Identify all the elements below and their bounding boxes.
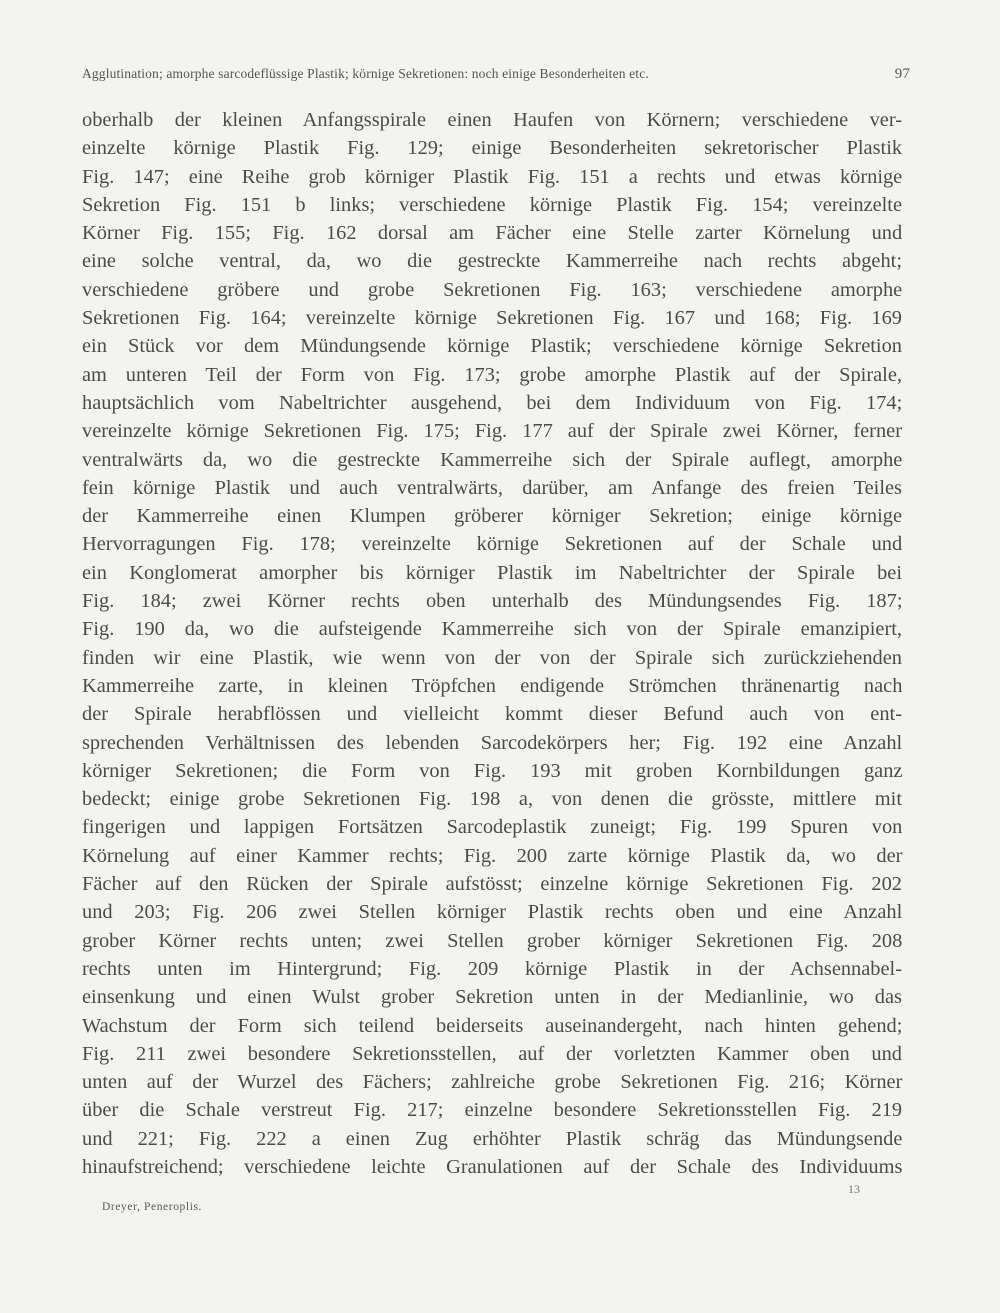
text-line: Hervorragungen Fig. 178; vereinzelte körnige Sekretionen auf der Schale und xyxy=(82,533,903,556)
text-line: über die Schale verstreut Fig. 217; einzelne besondere Sekretionsstellen Fig. 219 xyxy=(82,1099,903,1122)
text-line: Wachstum der Form sich teilend beiderseits auseinandergeht, nach hinten gehend; xyxy=(82,1014,903,1037)
text-line: und 203; Fig. 206 zwei Stellen körniger Plastik rechts oben und eine Anzahl xyxy=(82,901,903,924)
printer-signature-mark: 13 xyxy=(848,1182,860,1196)
text-line: bedeckt; einige grobe Sekretionen Fig. 198 a, von denen die grösste, mittlere mit xyxy=(82,788,902,811)
text-line: Fig. 184; zwei Körner rechts oben unterhalb des Mündungsendes Fig. 187; xyxy=(82,590,903,613)
body-paragraph xyxy=(82,106,902,1181)
text-line: hinaufstreichend; verschiedene leichte Granulationen auf der Schale des Individuums xyxy=(82,1155,903,1178)
text-line: finden wir eine Plastik, wie wenn von der von der Spirale sich zurückziehenden xyxy=(82,646,902,669)
text-line: grober Körner rechts unten; zwei Stellen grober körniger Sekretionen Fig. 208 xyxy=(82,929,903,952)
text-line: verschiedene gröbere und grobe Sekretionen Fig. 163; verschiedene amorphe xyxy=(82,278,903,301)
text-line: ventralwärts da, wo die gestreckte Kammerreihe sich der Spirale auflegt, amorphe xyxy=(82,448,903,471)
text-line: einzelte körnige Plastik Fig. 129; einige Besonderheiten sekretorischer Plastik xyxy=(82,137,903,160)
text-line: ein Stück vor dem Mündungsende körnige Plastik; verschiedene körnige Sekretion xyxy=(82,335,902,358)
text-line: fein körnige Plastik und auch ventralwärts, darüber, am Anfange des freien Teiles xyxy=(82,476,902,499)
text-line: rechts unten im Hintergrund; Fig. 209 körnige Plastik in der Achsennabel- xyxy=(82,957,903,980)
footer-author-work: Dreyer, Peneroplis. xyxy=(102,1201,203,1213)
running-head-title: Agglutination; amorphe sarcodeflüssige Plastik; körnige Sekretionen: noch einige Besonderheiten etc. xyxy=(82,66,649,81)
text-line: Sekretionen Fig. 164; vereinzelte körnige Sekretionen Fig. 167 und 168; Fig. 169 xyxy=(82,307,902,330)
text-line: Fächer auf den Rücken der Spirale aufstösst; einzelne körnige Sekretionen Fig. 202 xyxy=(82,873,902,896)
text-line: Fig. 190 da, wo die aufsteigende Kammerreihe sich von der Spirale emanzipiert, xyxy=(82,618,902,641)
text-line: Sekretion Fig. 151 b links; verschiedene körnige Plastik Fig. 154; vereinzelte xyxy=(82,193,902,216)
text-line: einsenkung und einen Wulst grober Sekretion unten in der Medianlinie, wo das xyxy=(82,986,902,1009)
text-line: fingerigen und lappigen Fortsätzen Sarcodeplastik zuneigt; Fig. 199 Spuren von xyxy=(82,816,903,839)
text-line: Körnelung auf einer Kammer rechts; Fig. 200 zarte körnige Plastik da, wo der xyxy=(82,844,903,867)
text-line: unten auf der Wurzel des Fächers; zahlreiche grobe Sekretionen Fig. 216; Körner xyxy=(82,1071,903,1094)
text-line: am unteren Teil der Form von Fig. 173; grobe amorphe Plastik auf der Spirale, xyxy=(82,363,902,386)
text-line: der Kammerreihe einen Klumpen gröberer körniger Sekretion; einige körnige xyxy=(82,505,903,528)
text-line: Fig. 147; eine Reihe grob körniger Plastik Fig. 151 a rechts und etwas körnige xyxy=(82,165,903,188)
text-line: eine solche ventral, da, wo die gestreckte Kammerreihe nach rechts abgeht; xyxy=(82,250,902,273)
text-line: hauptsächlich vom Nabeltrichter ausgehend, bei dem Individuum von Fig. 174; xyxy=(82,391,903,414)
text-line: ein Konglomerat amorpher bis körniger Plastik im Nabeltrichter der Spirale bei xyxy=(82,561,902,584)
text-line: Kammerreihe zarte, in kleinen Tröpfchen endigende Strömchen thränenartig nach xyxy=(82,674,903,697)
text-line: Körner Fig. 155; Fig. 162 dorsal am Fächer eine Stelle zarter Körnelung und xyxy=(82,222,903,245)
text-line: vereinzelte körnige Sekretionen Fig. 175; Fig. 177 auf der Spirale zwei Körner, ferner xyxy=(82,420,902,443)
text-line: körniger Sekretionen; die Form von Fig. 193 mit groben Kornbildungen ganz xyxy=(82,759,903,782)
text-line: der Spirale herabflössen und vielleicht kommt dieser Befund auch von ent- xyxy=(82,703,902,726)
text-line: oberhalb der kleinen Anfangsspirale einen Haufen von Körnern; verschiedene ver- xyxy=(82,109,902,131)
text-line: Fig. 211 zwei besondere Sekretionsstellen, auf der vorletzten Kammer oben und xyxy=(82,1042,902,1065)
page-number: 97 xyxy=(894,66,910,82)
text-line: und 221; Fig. 222 a einen Zug erhöhter Plastik schräg das Mündungsende xyxy=(82,1127,903,1150)
text-line: sprechenden Verhältnissen des lebenden Sarcodekörpers her; Fig. 192 eine Anzahl xyxy=(82,731,903,754)
